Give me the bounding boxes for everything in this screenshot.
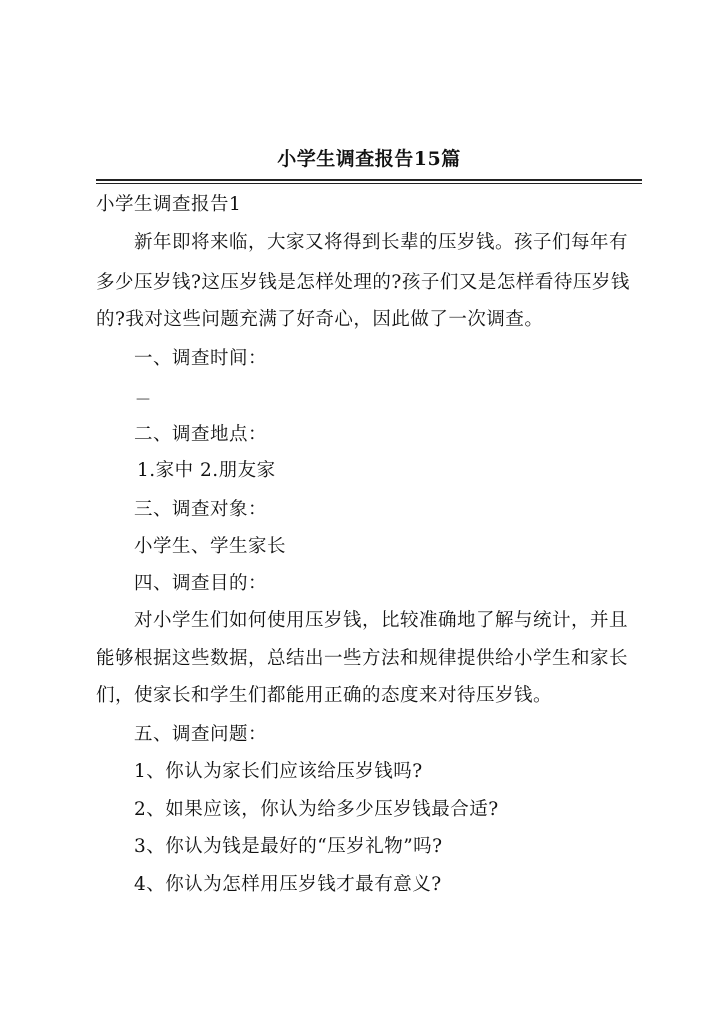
intro-line-1: 新年即将来临，大家又将得到长辈的压岁钱。孩子们每年有 [134,232,629,253]
report-subtitle: 小学生调查报告1 [96,194,242,215]
section-place-value: 1.家中 2.朋友家 [137,460,276,481]
intro-line-3: 的?我对这些问题充满了好奇心，因此做了一次调查。 [96,309,544,330]
section-time-value: — [136,391,151,407]
purpose-line-3: 们，使家长和学生们都能用正确的态度来对待压岁钱。 [96,685,553,706]
section-object-heading: 三、调查对象： [134,499,268,520]
question-4: 4、你认为怎样用压岁钱才最有意义? [134,874,442,895]
document-title: 小学生调查报告15篇 [277,148,461,170]
section-time-heading: 一、调查时间： [134,348,268,369]
purpose-line-1: 对小学生们如何使用压岁钱，比较准确地了解与统计，并且 [134,610,629,631]
title-divider-thick [96,179,642,181]
section-object-value: 小学生、学生家长 [134,536,287,557]
section-place-heading: 二、调查地点： [134,424,268,445]
purpose-line-2: 能够根据这些数据，总结出一些方法和规律提供给小学生和家长 [96,648,629,669]
intro-line-2: 多少压岁钱?这压岁钱是怎样处理的?孩子们又是怎样看待压岁钱 [96,272,630,293]
question-2: 2、如果应该，你认为给多少压岁钱最合适? [134,799,499,820]
section-purpose-heading: 四、调查目的： [134,573,268,594]
title-divider-thin [96,183,642,184]
question-1: 1、你认为家长们应该给压岁钱吗? [134,761,423,782]
question-3: 3、你认为钱是最好的“压岁礼物”吗? [134,836,443,857]
section-questions-heading: 五、调查问题： [134,724,268,745]
